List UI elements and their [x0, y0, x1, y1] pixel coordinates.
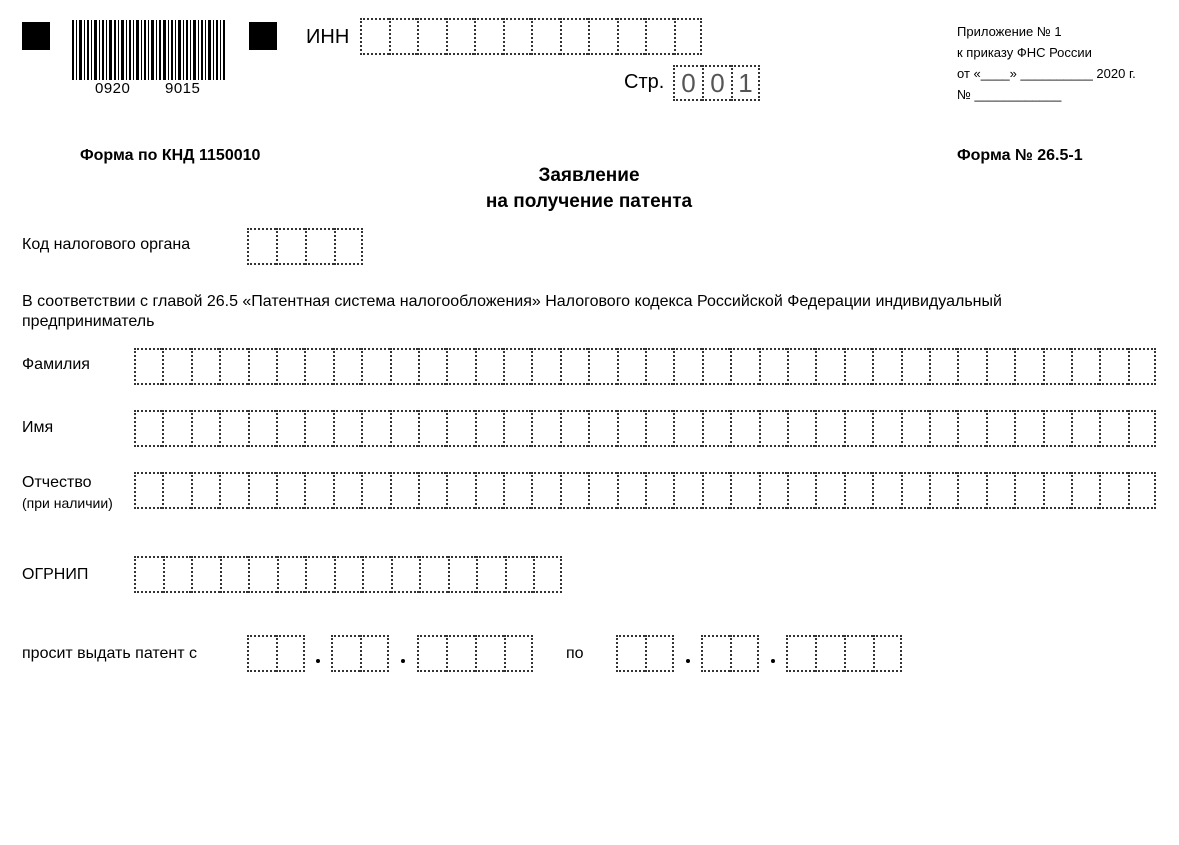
input-cell[interactable] — [787, 410, 815, 447]
input-cell[interactable] — [929, 410, 957, 447]
input-cell[interactable] — [872, 410, 900, 447]
appendix-line: № ____________ — [957, 87, 1062, 102]
alignment-marker-left — [22, 22, 50, 50]
input-cell[interactable] — [1071, 410, 1099, 447]
input-cell[interactable] — [248, 472, 276, 509]
input-cell[interactable] — [418, 472, 446, 509]
input-cell[interactable] — [759, 472, 787, 509]
input-cell[interactable] — [134, 348, 162, 385]
form-title-line: на получение патента — [485, 191, 693, 212]
input-cell[interactable] — [533, 556, 562, 593]
input-cell[interactable] — [1128, 472, 1156, 509]
input-cell[interactable] — [162, 410, 190, 447]
input-cell[interactable] — [531, 410, 559, 447]
input-cell[interactable] — [815, 348, 843, 385]
input-cell[interactable] — [1128, 348, 1156, 385]
input-cell[interactable] — [448, 556, 477, 593]
date-separator-dot — [686, 659, 690, 663]
surname-label: Фамилия — [22, 356, 90, 373]
input-cell[interactable] — [730, 348, 758, 385]
input-cell[interactable] — [702, 472, 730, 509]
input-cell[interactable] — [276, 410, 304, 447]
input-cell[interactable] — [248, 410, 276, 447]
input-cell[interactable] — [1099, 348, 1127, 385]
input-cell[interactable] — [418, 410, 446, 447]
input-cell[interactable] — [901, 348, 929, 385]
input-cell[interactable] — [617, 348, 645, 385]
input-cell[interactable] — [673, 410, 701, 447]
tax-office-code-label: Код налогового органа — [22, 236, 191, 253]
input-cell[interactable] — [134, 410, 162, 447]
page-digit: 0 — [673, 65, 702, 101]
input-cell[interactable] — [219, 348, 247, 385]
input-cell[interactable] — [504, 635, 533, 672]
input-cell[interactable] — [759, 410, 787, 447]
input-cell[interactable] — [815, 472, 843, 509]
input-cell[interactable] — [645, 18, 674, 55]
input-cell[interactable] — [248, 348, 276, 385]
input-cell[interactable] — [645, 472, 673, 509]
input-cell[interactable] — [560, 18, 589, 55]
input-cell[interactable] — [645, 635, 674, 672]
input-cell[interactable] — [1043, 348, 1071, 385]
input-cell[interactable] — [333, 410, 361, 447]
date-separator-dot — [771, 659, 775, 663]
input-cell[interactable] — [331, 635, 360, 672]
input-cell[interactable] — [362, 556, 391, 593]
input-cell[interactable] — [872, 472, 900, 509]
input-cell[interactable] — [986, 348, 1014, 385]
form-number: Форма № 26.5-1 — [957, 147, 1083, 164]
input-cell[interactable] — [162, 348, 190, 385]
barcode-number-left: 0920 — [95, 80, 131, 97]
period-to-label: по — [566, 645, 584, 662]
barcode — [72, 20, 226, 82]
input-cell[interactable] — [702, 348, 730, 385]
input-cell[interactable] — [446, 635, 475, 672]
input-cell[interactable] — [389, 18, 418, 55]
period-from-year[interactable] — [417, 635, 533, 672]
input-cell[interactable] — [588, 18, 617, 55]
input-cell[interactable] — [1099, 472, 1127, 509]
tax-office-code-field[interactable] — [247, 228, 363, 265]
input-cell[interactable] — [277, 556, 306, 593]
input-cell[interactable] — [390, 348, 418, 385]
input-cell[interactable] — [815, 410, 843, 447]
surname-field[interactable] — [134, 348, 1156, 385]
input-cell[interactable] — [588, 348, 616, 385]
input-cell[interactable] — [248, 556, 277, 593]
input-cell[interactable] — [446, 18, 475, 55]
input-cell[interactable] — [901, 410, 929, 447]
input-cell[interactable] — [304, 472, 332, 509]
input-cell[interactable] — [730, 472, 758, 509]
input-cell[interactable] — [1043, 410, 1071, 447]
input-cell[interactable] — [191, 556, 220, 593]
input-cell[interactable] — [645, 348, 673, 385]
input-cell[interactable] — [844, 472, 872, 509]
input-cell[interactable] — [503, 18, 532, 55]
input-cell[interactable] — [617, 410, 645, 447]
input-cell[interactable] — [957, 410, 985, 447]
page-digit: 1 — [731, 65, 760, 101]
input-cell[interactable] — [901, 472, 929, 509]
form-title-line: Заявление — [538, 165, 640, 186]
patronymic-label: Отчество — [22, 474, 92, 491]
input-cell[interactable] — [674, 18, 703, 55]
input-cell[interactable] — [730, 635, 759, 672]
page-label: Стр. — [624, 71, 665, 93]
input-cell[interactable] — [560, 472, 588, 509]
input-cell[interactable] — [531, 348, 559, 385]
patronymic-note: (при наличии) — [22, 495, 113, 511]
input-cell[interactable] — [701, 635, 730, 672]
input-cell[interactable] — [219, 472, 247, 509]
input-cell[interactable] — [446, 348, 474, 385]
input-cell[interactable] — [446, 472, 474, 509]
input-cell[interactable] — [503, 472, 531, 509]
input-cell[interactable] — [1128, 410, 1156, 447]
inn-field[interactable] — [360, 18, 702, 55]
input-cell[interactable] — [391, 556, 420, 593]
input-cell[interactable] — [247, 635, 276, 672]
input-cell[interactable] — [247, 228, 276, 265]
input-cell[interactable] — [220, 556, 249, 593]
input-cell[interactable] — [645, 410, 673, 447]
input-cell[interactable] — [503, 348, 531, 385]
period-to-month[interactable] — [701, 635, 759, 672]
input-cell[interactable] — [560, 410, 588, 447]
input-cell[interactable] — [474, 18, 503, 55]
period-from-label: просит выдать патент с — [22, 645, 198, 662]
input-cell[interactable] — [673, 348, 701, 385]
input-cell[interactable] — [929, 348, 957, 385]
input-cell[interactable] — [390, 410, 418, 447]
statement-text — [22, 292, 1002, 332]
input-cell[interactable] — [333, 472, 361, 509]
input-cell[interactable] — [673, 472, 701, 509]
input-cell[interactable] — [475, 472, 503, 509]
period-from-day[interactable] — [247, 635, 305, 672]
input-cell[interactable] — [304, 348, 332, 385]
input-cell[interactable] — [134, 472, 162, 509]
appendix-line: к приказу ФНС России — [957, 45, 1092, 60]
period-from-month[interactable] — [331, 635, 389, 672]
input-cell[interactable] — [191, 472, 219, 509]
input-cell[interactable] — [787, 348, 815, 385]
input-cell[interactable] — [361, 472, 389, 509]
input-cell[interactable] — [475, 410, 503, 447]
input-cell[interactable] — [844, 348, 872, 385]
input-cell[interactable] — [503, 410, 531, 447]
input-cell[interactable] — [1014, 472, 1042, 509]
appendix-block — [957, 21, 1136, 105]
input-cell[interactable] — [616, 635, 645, 672]
input-cell[interactable] — [276, 228, 305, 265]
input-cell[interactable] — [759, 348, 787, 385]
input-cell[interactable] — [872, 348, 900, 385]
input-cell[interactable] — [334, 556, 363, 593]
ogrnip-label: ОГРНИП — [22, 566, 89, 583]
input-cell[interactable] — [1071, 348, 1099, 385]
statement-line: В соответствии с главой 26.5 «Патентная система налогообложения» Налогового кодекса Российской Федерации индивидуальный — [22, 293, 1002, 310]
input-cell[interactable] — [305, 228, 334, 265]
input-cell[interactable] — [929, 472, 957, 509]
input-cell[interactable] — [786, 635, 815, 672]
input-cell[interactable] — [588, 472, 616, 509]
input-cell[interactable] — [505, 556, 534, 593]
input-cell[interactable] — [134, 556, 163, 593]
input-cell[interactable] — [617, 18, 646, 55]
alignment-marker-right — [249, 22, 277, 50]
date-separator-dot — [316, 659, 320, 663]
input-cell[interactable] — [702, 410, 730, 447]
inn-label: ИНН — [306, 26, 350, 48]
date-separator-dot — [401, 659, 405, 663]
appendix-line: от «____» __________ 2020 г. — [957, 66, 1136, 81]
input-cell[interactable] — [844, 635, 873, 672]
patronymic-field[interactable] — [134, 472, 1156, 509]
input-cell[interactable] — [162, 472, 190, 509]
input-cell[interactable] — [1043, 472, 1071, 509]
input-cell[interactable] — [361, 348, 389, 385]
input-cell[interactable] — [191, 410, 219, 447]
input-cell[interactable] — [560, 348, 588, 385]
name-field[interactable] — [134, 410, 1156, 447]
input-cell[interactable] — [219, 410, 247, 447]
input-cell[interactable] — [873, 635, 902, 672]
input-cell[interactable] — [390, 472, 418, 509]
input-cell[interactable] — [304, 410, 332, 447]
form-title — [389, 163, 789, 215]
ogrnip-field[interactable] — [134, 556, 562, 593]
appendix-line: Приложение № 1 — [957, 24, 1062, 39]
input-cell[interactable] — [361, 410, 389, 447]
input-cell[interactable] — [1071, 472, 1099, 509]
input-cell[interactable] — [475, 635, 504, 672]
input-cell[interactable] — [957, 348, 985, 385]
input-cell[interactable] — [475, 348, 503, 385]
page-digit: 0 — [702, 65, 731, 101]
input-cell[interactable] — [276, 472, 304, 509]
input-cell[interactable] — [588, 410, 616, 447]
input-cell[interactable] — [986, 410, 1014, 447]
input-cell[interactable] — [986, 472, 1014, 509]
input-cell[interactable] — [844, 410, 872, 447]
input-cell[interactable] — [419, 556, 448, 593]
input-cell[interactable] — [276, 635, 305, 672]
period-to-day[interactable] — [616, 635, 674, 672]
input-cell[interactable] — [730, 410, 758, 447]
input-cell[interactable] — [334, 228, 363, 265]
input-cell[interactable] — [360, 18, 389, 55]
input-cell[interactable] — [531, 18, 560, 55]
barcode-number-right: 9015 — [165, 80, 201, 97]
input-cell[interactable] — [531, 472, 559, 509]
input-cell[interactable] — [418, 348, 446, 385]
period-to-year[interactable] — [786, 635, 902, 672]
input-cell[interactable] — [476, 556, 505, 593]
input-cell[interactable] — [191, 348, 219, 385]
input-cell[interactable] — [333, 348, 361, 385]
input-cell[interactable] — [417, 18, 446, 55]
input-cell[interactable] — [617, 472, 645, 509]
name-label: Имя — [22, 419, 54, 436]
input-cell[interactable] — [417, 635, 446, 672]
input-cell[interactable] — [360, 635, 389, 672]
input-cell[interactable] — [276, 348, 304, 385]
input-cell[interactable] — [446, 410, 474, 447]
input-cell[interactable] — [1014, 410, 1042, 447]
input-cell[interactable] — [815, 635, 844, 672]
input-cell[interactable] — [305, 556, 334, 593]
form-knd: Форма по КНД 1150010 — [80, 147, 261, 164]
input-cell[interactable] — [1014, 348, 1042, 385]
page-number-field[interactable] — [673, 65, 760, 101]
statement-line: предприниматель — [22, 313, 155, 330]
input-cell[interactable] — [163, 556, 192, 593]
input-cell[interactable] — [957, 472, 985, 509]
input-cell[interactable] — [1099, 410, 1127, 447]
input-cell[interactable] — [787, 472, 815, 509]
